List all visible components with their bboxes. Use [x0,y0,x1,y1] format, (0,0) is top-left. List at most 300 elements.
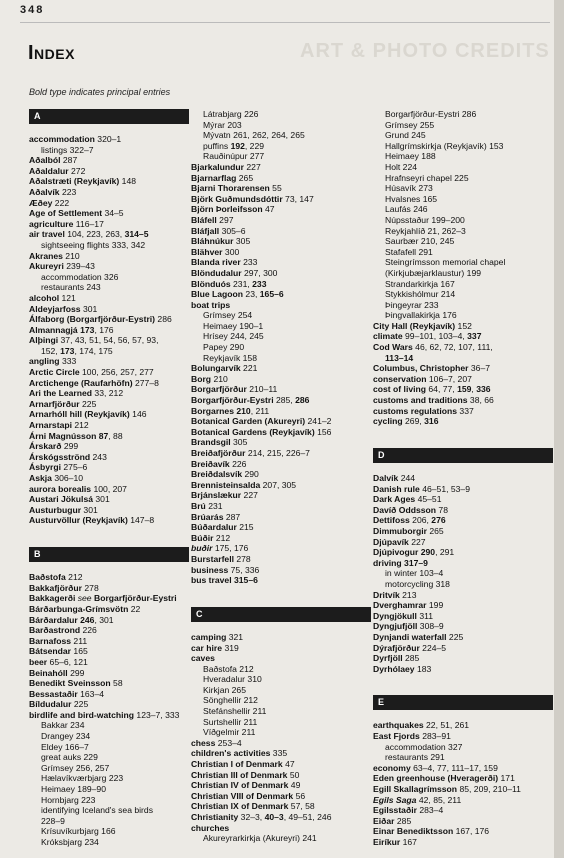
entry-term: Dverghamrar [373,600,427,611]
index-entry [373,537,553,548]
index-entry [373,526,553,537]
index-subentry [29,784,189,795]
entry-text: restaurants 243 [41,282,101,293]
index-subentry [29,795,189,806]
index-subentry [373,236,553,247]
entry-term: Aðalból [29,155,61,166]
entry-term: boat trips [191,299,231,310]
entry-text: 253–4 [215,737,242,748]
entry-term: chess [191,737,216,748]
entry-term: Ásbyrgi [29,462,61,473]
entry-term: camping [191,631,227,642]
entry-term: Bjarnarflag [191,172,237,183]
index-entry [373,384,553,395]
entry-text: 42, 85, 211 [416,794,462,805]
entry-text: 241–2 [305,416,332,427]
entry-term: Christian IV of Denmark [191,780,289,791]
entry-text: 121 [59,292,76,303]
entry-text: 301 [93,494,110,505]
index-subentry [29,346,189,357]
index-entry [191,173,371,184]
entry-text: 156 [314,426,332,437]
index-subentry [29,773,189,784]
section-gap [373,674,553,695]
index-column-1 [29,109,189,848]
index-entry [29,367,189,378]
entry-text: 277–8 [132,377,159,388]
entry-text: Rauðinúpur 277 [203,151,265,162]
entry-term: Breiðavík [191,458,230,469]
entry-text: , [471,384,477,395]
index-entry [373,643,553,654]
entry-term: Arnarstapi [29,420,72,431]
index-entry [29,155,189,166]
entry-text: 75, 336 [228,564,260,575]
index-entry [373,795,553,806]
entry-term: Beinahóll [29,667,68,678]
index-subentry [191,120,371,131]
index-subentry [191,310,371,321]
entry-term: 40–3 [264,812,284,822]
entry-term: Botanical Garden (Akureyri) [191,416,306,427]
index-subentry [373,300,553,311]
entry-text: 146 [129,409,147,420]
entry-text: 290 [242,469,259,480]
index-entry [373,395,553,406]
entry-term: Bárðardalur [29,614,78,625]
entry-term: Björn Þorleifsson [191,204,263,215]
section-gap [29,526,189,547]
section-header: C [191,607,371,622]
entry-text: 210 [62,250,80,261]
index-entry [29,689,189,700]
entry-text: 210–11 [246,384,278,395]
entry-text: Krísuvíkurbjarg 166 [41,826,116,837]
index-entry [191,204,371,215]
index-entry [191,653,371,664]
entry-text: 58 [110,678,123,689]
entry-text: , 88 [108,430,123,441]
entry-text: accommodation 327 [385,741,463,752]
entry-term: Botanical Gardens (Reykjavík) [191,426,315,437]
entry-term: 316 [424,416,439,427]
entry-text: 47 [282,759,295,770]
entry-text: 228–9 [41,815,65,826]
entry-term: Djúpivogur [373,547,419,558]
entry-text: 265 [426,525,444,536]
index-entry [29,668,189,679]
index-entry [191,194,371,205]
entry-text: 224–5 [419,642,447,653]
entry-text: Þingeyrar 233 [385,299,439,310]
entry-term: City Hall (Reykjavík) [373,320,456,331]
index-entry [191,533,371,544]
entry-term: Dynjandi waterfall [373,631,447,642]
entry-text: 306–10 [51,473,84,483]
index-entry [191,162,371,173]
index-entry [191,427,371,438]
index-subentry [373,568,553,579]
entry-text: Drangey 234 [41,731,91,742]
index-entry [191,384,371,395]
index-entry [29,604,189,615]
index-entry [373,321,553,332]
entry-text: Papey 290 [203,342,245,353]
index-entry [29,583,189,594]
entry-term: 233 [252,278,267,289]
page-number: 348 [20,4,45,16]
entry-text: 223 [59,186,77,197]
index-entry [373,331,553,342]
entry-term: Einar Benediktsson [373,826,454,837]
entry-text: Heimaey 189–90 [41,784,106,795]
entry-term: Baðstofa [29,572,66,583]
entry-text: Mýrar 203 [203,119,242,130]
entry-term: Æðey [29,197,53,208]
index-entry [191,812,371,823]
entry-text: Sönghellir 212 [203,695,258,706]
index-subentry [373,183,553,194]
index-entry [373,590,553,601]
index-entry [373,763,553,774]
entry-term: Dyngjufjöll [373,621,418,632]
index-subentry [373,194,553,205]
entry-term: customs and traditions [373,395,468,406]
entry-text: 244 [398,473,416,483]
entry-text: 305 [230,437,248,448]
entry-text: 38, 66 [467,395,494,406]
entry-term: Christian IX of Denmark [191,801,289,812]
index-subentry [191,727,371,738]
entry-text: 50 [287,769,300,780]
entry-term: Egilsstaðir [373,805,417,816]
entry-term: Búðir [191,532,214,543]
entry-text: 171 [498,773,515,784]
entry-text: 221 [240,363,258,374]
index-entry [29,261,189,272]
entry-text: Eldey 166–7 [41,741,89,752]
index-entry [29,431,189,442]
index-entry [29,229,189,240]
entry-term: driving [373,557,402,568]
index-entry [191,448,371,459]
index-entry [29,409,189,420]
entry-text: 22, 51, 261 [423,720,470,731]
index-entry [29,678,189,689]
entry-text: 308–9 [417,621,444,632]
entry-text: , 229 [244,140,265,151]
index-entry [191,780,371,791]
entry-term: conservation [373,373,427,384]
entry-text: Hallgrímskirkja (Reykjavík) 153 [385,140,504,151]
entry-term: Dark Ages [373,494,416,505]
entry-text: 78 [436,504,448,515]
entry-text: 152 [455,320,472,331]
entry-term: Borg [191,373,212,384]
entry-term: 315–6 [234,575,258,586]
entry-text: 231 [205,500,223,511]
entry-text: 225 [79,398,97,409]
index-subentry [373,173,553,184]
entry-text: 320–1 [94,134,122,144]
entry-text: 99–101, 103–4, [402,331,468,342]
entry-term: Arctichenge (Raufarhöfn) [29,377,133,388]
index-entry [191,215,371,226]
index-entry [29,314,189,325]
entry-term: Borgarfjörður-Eystri [93,593,177,604]
index-subentry [373,247,553,258]
index-subentry [29,742,189,753]
entry-text: 283–91 [419,731,451,742]
entry-text: 297, 300 [241,267,278,278]
entry-term: alcohol [29,292,60,303]
entry-term: Benedikt Sveinsson [29,678,111,689]
entry-term: Arnarfjörður [29,398,80,409]
index-entry [191,738,371,749]
index-entry [191,183,371,194]
entry-term: Blähver [191,246,223,257]
index-entry [191,437,371,448]
entry-text: identifying Iceland's sea birds [41,805,153,816]
entry-term: Brandsgil [191,437,231,448]
entry-text: 165 [71,646,88,657]
index-entry [29,572,189,583]
entry-text: 333 [59,356,77,367]
page-subtitle: Bold type indicates principal entries [29,87,171,97]
index-entry [373,611,553,622]
index-entry [29,515,189,526]
entry-term: Búðardalur [191,522,237,533]
entry-term: buðir [191,543,213,554]
index-entry [373,837,553,848]
entry-text: 33, 212 [92,388,124,399]
entry-term: Ari the Learned [29,388,93,399]
index-entry [191,554,371,565]
index-subentry [373,109,553,120]
index-entry [191,748,371,759]
index-entry [373,720,553,731]
entry-text: 214, 215, 226–7 [245,448,310,458]
entry-text: 85, 209, 210–11 [457,784,521,795]
entry-text: 231, [230,278,253,289]
index-subentry [373,579,553,590]
index-entry [29,462,189,473]
index-entry [191,501,371,512]
entry-term: Borgarfjörður [191,384,247,395]
index-subentry [373,226,553,237]
index-subentry [373,151,553,162]
entry-term: Alþingi [29,335,59,346]
entry-text: , 211 [250,405,270,416]
entry-text: 225 [71,699,89,710]
index-entry [29,636,189,647]
entry-term: Christian VIII of Denmark [191,790,294,801]
index-entry [191,575,371,586]
entry-text: Steingrímsson memorial chapel [385,257,506,268]
index-entry [373,494,553,505]
entry-term: 276 [431,515,446,526]
entry-text: , 49–51, 246 [283,812,332,822]
index-subentry [29,282,189,293]
index-entry [373,773,553,784]
entry-term: Bárðarbunga-Grímsvötn [29,603,129,614]
index-entry [191,279,371,290]
index-subentry [191,151,371,162]
entry-term: Cod Wars [373,342,413,353]
entry-text: 301 [81,504,98,515]
entry-term: Blöndudalur [191,267,242,278]
entry-text: listings 322–7 [41,144,94,155]
index-entry [29,420,189,431]
entry-text: 285 [394,815,412,826]
index-entry [191,823,371,834]
entry-term: Dyngjökull [373,610,417,621]
index-entry [191,395,371,406]
index-subentry [373,268,553,279]
entry-term: Akranes [29,250,63,261]
show-through-title: ART & PHOTO CREDITS [300,40,550,62]
entry-text: 297 [216,214,234,225]
entry-text: 206, [409,515,432,526]
entry-text: 22 [128,603,141,614]
entry-text: 64, 77, [426,384,458,395]
index-entry [191,236,371,247]
entry-text: accommodation 326 [41,271,119,282]
entry-term: Brúarás [191,511,224,522]
entry-text: 57, 58 [288,801,315,812]
header-rule [20,22,550,23]
entry-text: 285, [273,395,296,406]
entry-term: Brú [191,500,206,511]
entry-text: 239–43 [63,261,95,272]
entry-text: 207, 305 [260,479,297,490]
entry-text: 56 [293,790,306,801]
entry-term: Columbus, Christopher [373,363,469,374]
index-subentry [191,833,371,844]
index-entry [373,374,553,385]
index-entry [29,710,189,721]
entry-text: 287 [223,511,241,522]
index-entry [29,615,189,626]
entry-text: 227 [408,536,426,547]
index-subentry [373,289,553,300]
entry-text: Víðgelmir 211 [203,727,256,738]
index-entry [29,335,189,346]
entry-text: 265 [236,172,254,183]
entry-text: 305–6 [219,225,246,236]
entry-text: 100, 256, 257, 277 [79,367,154,378]
entry-term: Eiríkur [373,837,401,847]
entry-text: 319 [222,642,239,653]
index-entry [29,176,189,187]
index-entry [29,166,189,177]
entry-text: Heimaey 190–1 [203,320,264,331]
entry-term: Bátsendar [29,646,72,657]
index-subentry [29,720,189,731]
index-entry [373,664,553,675]
index-entry [373,416,553,427]
index-entry [191,801,371,812]
entry-term: car hire [191,642,223,653]
entry-term: Egils Saga [373,794,417,805]
entry-text: great auks 229 [41,752,98,763]
entry-text: 226 [80,625,97,636]
entry-text: 275–6 [61,462,88,473]
entry-text: 148 [119,176,137,187]
entry-text: 269, [402,416,425,427]
index-entry [191,459,371,470]
entry-text: Grund 245 [385,130,426,141]
index-subentry [29,816,189,827]
index-entry [191,268,371,279]
entry-term: see [77,593,92,604]
entry-text: 104, 223, 263, [64,229,125,240]
index-entry [29,494,189,505]
index-entry [373,653,553,664]
entry-term: 159 [457,384,472,395]
index-entry [191,643,371,654]
index-subentry [191,109,371,120]
entry-text: 73, 147 [282,193,314,204]
entry-text: Hvalsnes 165 [385,193,438,204]
index-entry [373,805,553,816]
entry-term: 337 [467,331,482,342]
index-entry [29,219,189,230]
entry-text: motorcycling 318 [385,578,450,589]
section-gap [191,586,371,607]
entry-text: 210 [211,373,228,384]
entry-term: business [191,564,229,575]
entry-term: 290 [420,547,436,558]
index-subentry [373,310,553,321]
index-entry [191,416,371,427]
entry-term: Barðastrond [29,625,81,636]
index-entry [29,625,189,636]
entry-text: 321 [226,631,244,642]
entry-text: 45–51 [415,494,442,505]
index-subentry [373,130,553,141]
entry-term: Bláfjall [191,225,220,236]
index-entry [29,593,189,604]
index-entry [373,632,553,643]
entry-term: agriculture [29,218,74,229]
entry-text: Baðstofa 212 [203,663,254,674]
index-entry [373,826,553,837]
index-subentry [373,215,553,226]
entry-term: Brjánslækur [191,490,242,501]
index-entry [191,469,371,480]
index-entry [191,300,371,311]
entry-term: accommodation [29,134,95,144]
index-entry [191,406,371,417]
index-subentry [191,706,371,717]
entry-text: Grímsey 255 [385,119,435,130]
index-entry [373,406,553,417]
entry-term: 286 [295,395,310,406]
entry-term: 165–6 [259,289,284,300]
index-entry [29,441,189,452]
index-subentry [191,664,371,675]
entry-term: Akureyri [29,261,64,272]
entry-text: Mývatn 261, 262, 264, 265 [203,130,305,141]
index-subentry [29,145,189,156]
entry-text: 211 [71,635,88,646]
index-subentry [29,826,189,837]
entry-term: Bakkagerði [29,593,76,604]
entry-text: 233 [240,257,258,268]
entry-text: 335 [270,748,288,759]
entry-text: 65–6, 121 [47,656,88,667]
